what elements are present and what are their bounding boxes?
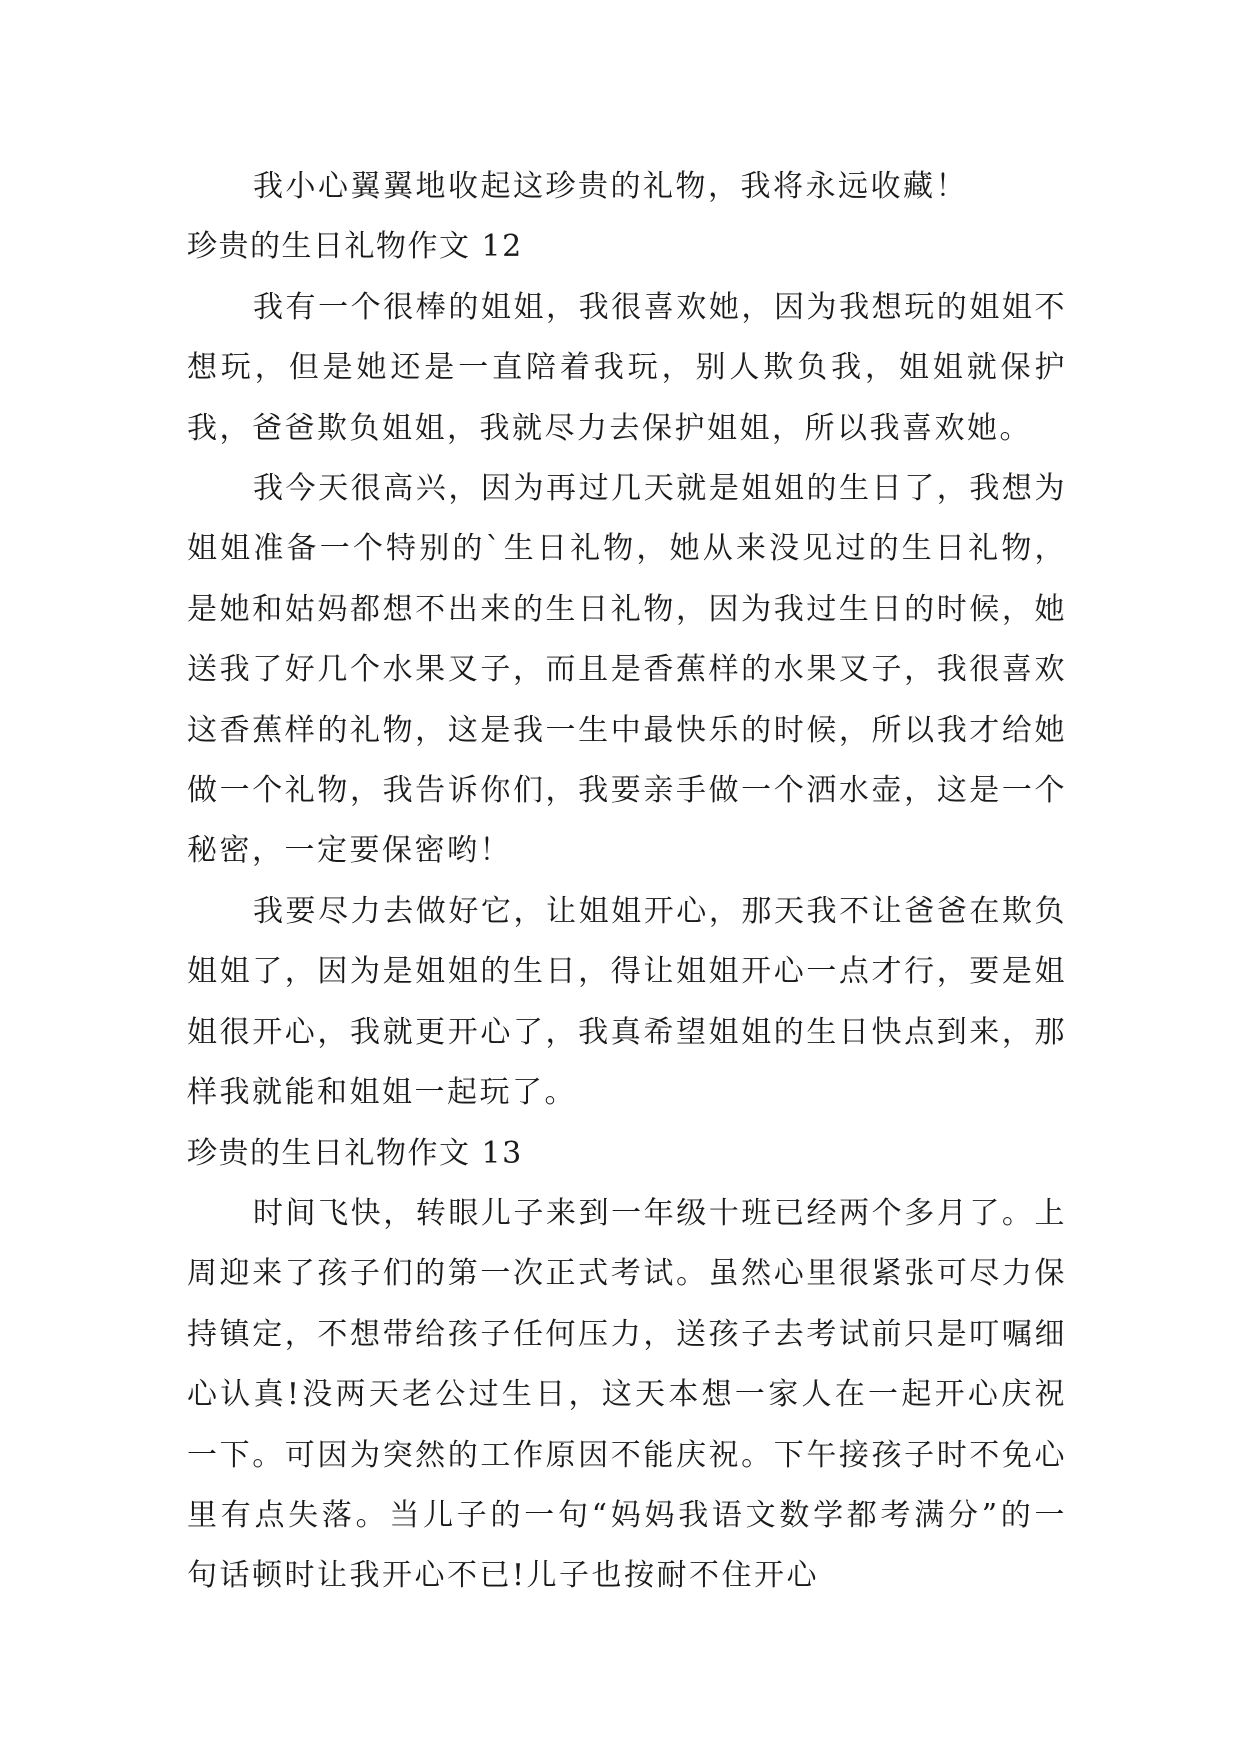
- paragraph: 我今天很高兴，因为再过几天就是姐姐的生日了，我想为姐姐准备一个特别的`生日礼物，她从来没见过的生日礼物，是她和姑妈都想不出来的生日礼物，因为我过生日的时候，她送我了好几个水果叉子，而且是香蕉样的水果叉子，我很喜欢这香蕉样的礼物，这是我一生中最快乐的时候，所以我才给她做一个礼物，我告诉你们，我要亲手做一个洒水壶，这是一个秘密，一定要保密哟！: [187, 471, 1067, 869]
- paragraph: 我要尽力去做好它，让姐姐开心，那天我不让爸爸在欺负姐姐了，因为是姐姐的生日，得让姐姐开心一点才行，要是姐姐很开心，我就更开心了，我真希望姐姐的生日快点到来，那样我就能和姐姐一起玩了。: [187, 893, 1067, 1111]
- paragraph: 时间飞快，转眼儿子来到一年级十班已经两个多月了。上周迎来了孩子们的第一次正式考试。虽然心里很紧张可尽力保持镇定，不想带给孩子任何压力，送孩子去考试前只是叮嘱细心认真!没两天老公过生日，这天本想一家人在一起开心庆祝一下。可因为突然的工作原因不能庆祝。下午接孩子时不免心里有点失落。当儿子的一句“妈妈我语文数学都考满分”的一句话顿时让我开心不已!儿子也按耐不住开心: [187, 1195, 1067, 1594]
- paragraph: 我小心翼翼地收起这珍贵的礼物，我将永远收藏！: [253, 169, 968, 204]
- document-body: [187, 157, 1067, 1607]
- paragraph: 我有一个很棒的姐姐，我很喜欢她，因为我想玩的姐姐不想玩，但是她还是一直陪着我玩，别人欺负我，姐姐就保护我，爸爸欺负姐姐，我就尽力去保护姐姐，所以我喜欢她。: [187, 289, 1067, 446]
- section-heading: 珍贵的生日礼物作文 12: [187, 229, 523, 265]
- section-heading: 珍贵的生日礼物作文 13: [187, 1135, 523, 1171]
